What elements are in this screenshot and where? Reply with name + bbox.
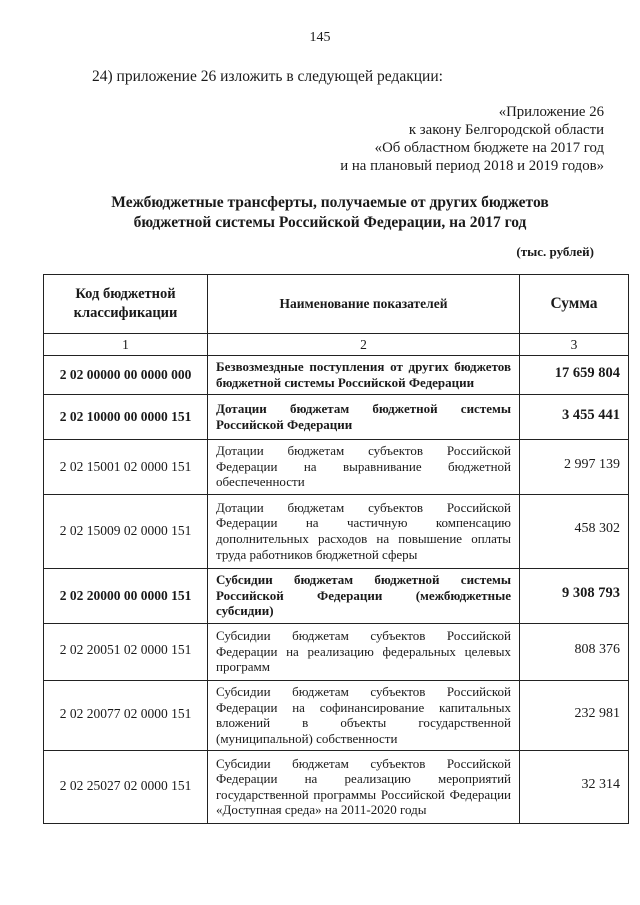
row-code: 2 02 15001 02 0000 151 [44,440,208,495]
appendix-line-1: «Приложение 26 [498,104,604,120]
row-sum: 17 659 804 [520,356,629,395]
row-name: Дотации бюджетам субъектов Российской Федерации на выравнивание бюджетной обеспеченности [208,440,520,495]
page-number: 145 [309,30,331,45]
table-row [44,440,629,495]
row-code: 2 02 20077 02 0000 151 [44,680,208,750]
row-name: Субсидии бюджетам субъектов Российской Федерации на софинансирование капитальных вложений в объекты государственной (муниципальной) собственности [208,680,520,750]
table-row [44,356,629,395]
row-name: Субсидии бюджетам субъектов Российской Федерации на реализацию федеральных целевых программ [208,623,520,680]
row-code: 2 02 00000 00 0000 000 [44,356,208,395]
appendix-line-4: и на плановый период 2018 и 2019 годов» [340,158,604,174]
header-code: Код бюджетной классификации [44,275,208,334]
row-sum: 3 455 441 [520,395,629,440]
row-name: Субсидии бюджетам субъектов Российской Федерации на реализацию мероприятий государственной программы Российской Федерации «Доступная среда» на 2011-2020 годы [208,751,520,824]
title-line-2: бюджетной системы Российской Федерации, на 2017 год [133,214,527,231]
table-index-row [44,334,629,356]
table-row [44,568,629,623]
row-code: 2 02 10000 00 0000 151 [44,395,208,440]
index-cell-1: 1 [44,334,208,356]
row-sum: 458 302 [520,494,629,568]
header-sum: Сумма [520,275,629,334]
table-row [44,751,629,824]
intro-text: 24) приложение 26 изложить в следующей редакции: [92,68,443,85]
row-name: Безвозмездные поступления от других бюджетов бюджетной системы Российской Федерации [208,356,520,395]
table-header-row [44,275,629,334]
table-row [44,680,629,750]
row-sum: 32 314 [520,751,629,824]
header-name: Наименование показателей [208,275,520,334]
row-sum: 232 981 [520,680,629,750]
index-cell-2: 2 [208,334,520,356]
row-name: Дотации бюджетам субъектов Российской Федерации на частичную компенсацию дополнительных расходов на повышение оплаты труда работников бюджетной сферы [208,494,520,568]
units-label: (тыс. рублей) [516,244,594,259]
row-sum: 2 997 139 [520,440,629,495]
table-row [44,395,629,440]
row-sum: 808 376 [520,623,629,680]
row-name: Субсидии бюджетам бюджетной системы Российской Федерации (межбюджетные субсидии) [208,568,520,623]
document-title [60,193,600,233]
appendix-line-3: «Об областном бюджете на 2017 год [374,140,604,156]
row-code: 2 02 20000 00 0000 151 [44,568,208,623]
table-row [44,494,629,568]
index-cell-3: 3 [520,334,629,356]
row-code: 2 02 15009 02 0000 151 [44,494,208,568]
row-sum: 9 308 793 [520,568,629,623]
title-line-1: Межбюджетные трансферты, получаемые от других бюджетов [111,194,549,211]
transfers-table [43,274,629,824]
table-row [44,623,629,680]
appendix-line-2: к закону Белгородской области [408,122,604,138]
row-name: Дотации бюджетам бюджетной системы Российской Федерации [208,395,520,440]
row-code: 2 02 20051 02 0000 151 [44,623,208,680]
row-code: 2 02 25027 02 0000 151 [44,751,208,824]
